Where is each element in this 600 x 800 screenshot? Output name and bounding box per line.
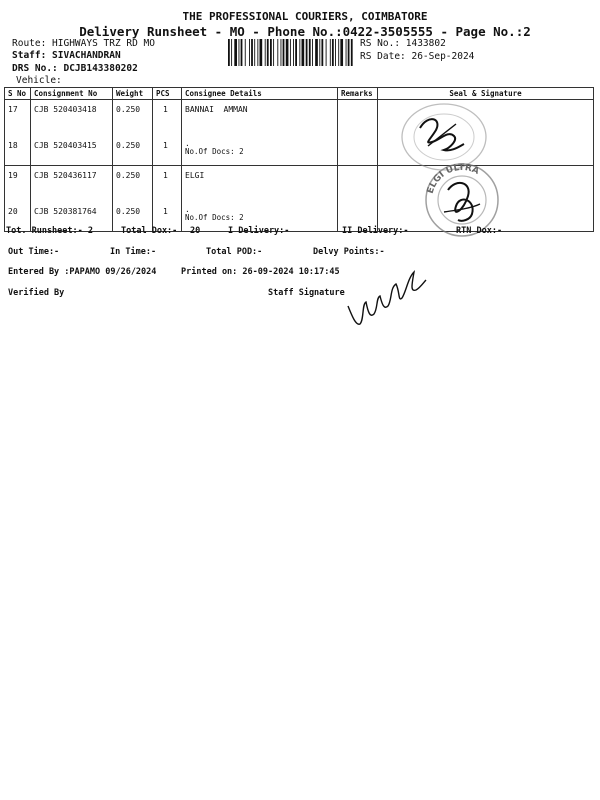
entered-by: Entered By :PAPAMO 09/26/2024 xyxy=(8,267,157,277)
col-remarks: Remarks xyxy=(338,88,378,100)
row-weight: 0.250 xyxy=(113,100,153,136)
verified-by: Verified By xyxy=(8,288,65,298)
row-consignee: ELGI xyxy=(182,166,338,202)
ii-delivery: II Delivery:- xyxy=(342,226,409,236)
docs-count: No.Of Docs: 2 xyxy=(185,213,244,222)
col-pcs: PCS xyxy=(153,88,182,100)
row-pcs: 1 xyxy=(153,100,182,136)
runsheet-subtitle: Delivery Runsheet - MO - Phone No.:0422-3505555 - Page No.:2 xyxy=(79,24,531,39)
row-consignment: CJB 520381764 xyxy=(31,201,113,232)
rtn-dox: RTN Dox:- xyxy=(456,226,503,236)
row-sno: 20 xyxy=(5,201,31,232)
rs-number: RS No.: 1433802 xyxy=(360,38,446,49)
i-delivery: I Delivery:- xyxy=(228,226,290,236)
route-label: Route: HIGHWAYS TRZ RD MO xyxy=(12,38,155,49)
row-weight: 0.250 xyxy=(113,201,153,232)
seal-stamp-2-text: ELGI ULTRA xyxy=(425,162,481,195)
printed-on: Printed on: 26-09-2024 10:17:45 xyxy=(181,267,340,277)
tot-runsheet: Tot. Runsheet:- 2 xyxy=(6,226,93,236)
barcode xyxy=(228,39,354,66)
row-sno: 19 xyxy=(5,166,31,202)
total-pod: Total POD:- xyxy=(206,247,263,257)
row-remarks xyxy=(338,135,378,166)
row-remarks xyxy=(338,100,378,136)
consignee-value: . xyxy=(185,205,190,214)
in-time: In Time:- xyxy=(110,247,157,257)
col-consignment: Consignment No xyxy=(31,88,113,100)
row-sno: 17 xyxy=(5,100,31,136)
docs-count: No.Of Docs: 2 xyxy=(185,147,244,156)
row-pcs: 1 xyxy=(153,201,182,232)
delvy-points: Delvy Points:- xyxy=(313,247,385,257)
vehicle-label: Vehicle: xyxy=(16,75,62,86)
row-pcs: 1 xyxy=(153,135,182,166)
table-header-row xyxy=(5,88,594,100)
staff-signature-label: Staff Signature xyxy=(268,288,345,298)
col-sno: S No xyxy=(5,88,31,100)
drs-number: DRS No.: DCJB143380202 xyxy=(12,63,138,74)
row-consignee: BANNAI AMMAN xyxy=(182,100,338,136)
staff-signature xyxy=(340,262,430,332)
total-dox-label: Total Dox:- xyxy=(121,226,178,236)
row-consignee xyxy=(182,135,338,166)
rs-date: RS Date: 26-Sep-2024 xyxy=(360,51,475,62)
row-weight: 0.250 xyxy=(113,135,153,166)
consignee-value: . xyxy=(185,139,190,148)
col-consignee: Consignee Details xyxy=(182,88,338,100)
row-weight: 0.250 xyxy=(113,166,153,202)
row-remarks xyxy=(338,166,378,202)
staff-label: Staff: SIVACHANDRAN xyxy=(12,50,121,61)
company-title: THE PROFESSIONAL COURIERS, COIMBATORE xyxy=(182,10,428,23)
total-dox-value: 20 xyxy=(190,226,201,236)
row-consignment: CJB 520436117 xyxy=(31,166,113,202)
row-pcs: 1 xyxy=(153,166,182,202)
row-consignment: CJB 520403418 xyxy=(31,100,113,136)
out-time: Out Time:- xyxy=(8,247,60,257)
row-consignment: CJB 520403415 xyxy=(31,135,113,166)
table-row xyxy=(5,100,594,136)
col-seal: Seal & Signature xyxy=(378,88,594,100)
col-weight: Weight xyxy=(113,88,153,100)
row-sno: 18 xyxy=(5,135,31,166)
